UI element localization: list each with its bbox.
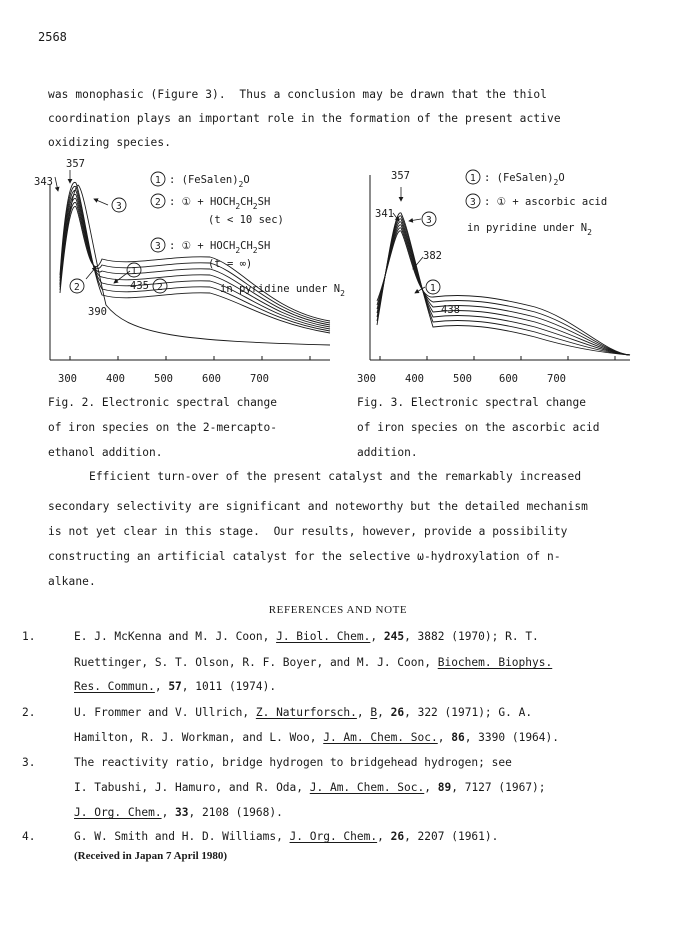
svg-text:(t = ∞): (t = ∞) — [208, 258, 253, 270]
body-line-1: Efficient turn-over of the present catalyst and the remarkably increased — [48, 470, 582, 483]
fig2-spectrum-curve — [60, 207, 330, 321]
svg-text:: ① + HOCH2CH2SH: : ① + $HOCH_2CH_2SH$ — [169, 196, 271, 211]
figure-3-curves — [377, 213, 630, 355]
svg-text:: ① + ascorbic acid: : ① + ascorbic acid — [484, 196, 608, 208]
fig2-xtick: 600 — [202, 373, 221, 385]
fig2-x-ticks — [58, 373, 269, 385]
fig2-label-mid: 435 — [130, 280, 149, 292]
fig3-xtick: 500 — [453, 373, 472, 385]
reference-line: U. Frommer and V. Ullrich, Z. Naturforsch., B, 26, 322 (1971); G. A. — [74, 706, 533, 719]
fig2-curve-label-2b: 2 — [157, 282, 163, 293]
fig2-label-left-peak: 343 — [34, 176, 53, 188]
svg-text:2: 2 — [155, 197, 161, 208]
fig3-spectrum-curve — [377, 216, 630, 355]
reference-line: I. Tabushi, J. Hamuro, and R. Oda, J. Am. Chem. Soc., 89, 7127 (1967); — [74, 781, 546, 794]
body-line-5: alkane. — [48, 575, 96, 588]
fig2-label-top: 357 — [66, 158, 85, 170]
fig3-label-left-peak: 341 — [375, 208, 394, 220]
svg-text:: ① + HOCH2CH2SH: : ① + $HOCH_2CH_2SH$ — [169, 240, 271, 255]
page-number: 2568 — [38, 30, 67, 44]
figure-2-caption: Fig. 2. Electronic spectral change of iron species on the 2-mercapto- ethanol addition. — [48, 396, 278, 459]
intro-line-3: oxidizing species. — [48, 136, 172, 149]
reference-number: 1. — [22, 630, 36, 643]
svg-text:3: 3 — [470, 197, 476, 208]
figure-2-spectrum — [30, 155, 360, 390]
fig3-spectrum-curve — [377, 228, 630, 355]
svg-text:: (FeSalen)2O: : $(FeSalen)_2O$ — [484, 172, 565, 187]
fig3-spectrum-curve — [377, 219, 630, 355]
reference-line: J. Org. Chem., 33, 2108 (1968). — [74, 806, 283, 819]
fig2-xtick: 300 — [58, 373, 77, 385]
body-line-2: secondary selectivity are significant and noteworthy but the detailed mechanism — [48, 500, 588, 513]
figure-3-caption: Fig. 3. Electronic spectral change of iron species on the ascorbic acid addition. — [357, 396, 600, 459]
fig3-xtick: 700 — [547, 373, 566, 385]
reference-line: Hamilton, R. J. Workman, and L. Woo, J. Am. Chem. Soc., 86, 3390 (1964). — [74, 731, 559, 744]
references-heading: REFERENCES AND NOTE — [268, 604, 408, 616]
reference-number: 3. — [22, 756, 36, 769]
fig3-label-top: 357 — [391, 170, 410, 182]
fig3-xtick: 400 — [405, 373, 424, 385]
reference-line: G. W. Smith and H. D. Williams, J. Org. Chem., 26, 2207 (1961). — [74, 830, 499, 843]
svg-text:1: 1 — [470, 173, 476, 184]
svg-text:: (FeSalen)2O: : $(FeSalen)_2O$ — [169, 174, 250, 189]
reference-line: E. J. McKenna and M. J. Coon, J. Biol. Chem., 245, 3882 (1970); R. T. — [74, 630, 539, 643]
fig3-xtick: 300 — [357, 373, 376, 385]
body-line-3: is not yet clear in this stage. Our results, however, provide a possibility — [48, 525, 568, 538]
svg-text:(t < 10 sec): (t < 10 sec) — [208, 214, 284, 226]
fig2-curve-label-1: 1 — [131, 266, 137, 277]
reference-line: Ruettinger, S. T. Olson, R. F. Boyer, and M. J. Coon, Biochem. Biophys. — [74, 656, 553, 669]
fig3-legend — [466, 170, 607, 237]
figure-3-spectrum — [345, 155, 660, 390]
reference-line: The reactivity ratio, bridge hydrogen to bridgehead hydrogen; see — [74, 756, 512, 769]
fig3-spectrum-curve — [377, 225, 630, 355]
fig2-xtick: 400 — [106, 373, 125, 385]
fig2-curve-label-2: 2 — [74, 282, 80, 293]
body-line-4: constructing an artificial catalyst for the selective ω-hydroxylation of n- — [48, 550, 561, 563]
svg-text:in pyridine under N2: in pyridine under $N_2$ — [467, 222, 592, 237]
reference-number: 2. — [22, 706, 36, 719]
fig3-spectrum-curve — [377, 222, 630, 355]
fig3-curve-label-1: 1 — [430, 283, 436, 294]
fig3-xtick: 600 — [499, 373, 518, 385]
intro-line-2: coordination plays an important role in the formation of the present active — [48, 112, 561, 125]
fig2-xtick: 700 — [250, 373, 269, 385]
received-note: (Received in Japan 7 April 1980) — [74, 850, 228, 862]
fig2-xtick: 500 — [154, 373, 173, 385]
reference-number: 4. — [22, 830, 36, 843]
reference-line: Res. Commun., 57, 1011 (1974). — [74, 680, 277, 693]
svg-text:1: 1 — [155, 175, 161, 186]
svg-text:3: 3 — [155, 241, 161, 252]
fig2-curve-label-3: 3 — [116, 201, 122, 212]
fig3-spectrum-curve — [377, 213, 630, 355]
fig2-legend — [151, 172, 345, 298]
fig3-label-mid: 382 — [423, 250, 442, 262]
fig3-label-low: 438 — [441, 304, 460, 316]
fig3-curve-label-3: 3 — [426, 215, 432, 226]
intro-line-1: was monophasic (Figure 3). Thus a conclusion may be drawn that the thiol — [48, 88, 547, 101]
svg-text:in pyridine under N2: in pyridine under $N_2$ — [220, 283, 345, 298]
fig2-label-lower: 390 — [88, 306, 107, 318]
fig3-x-ticks — [357, 373, 566, 385]
